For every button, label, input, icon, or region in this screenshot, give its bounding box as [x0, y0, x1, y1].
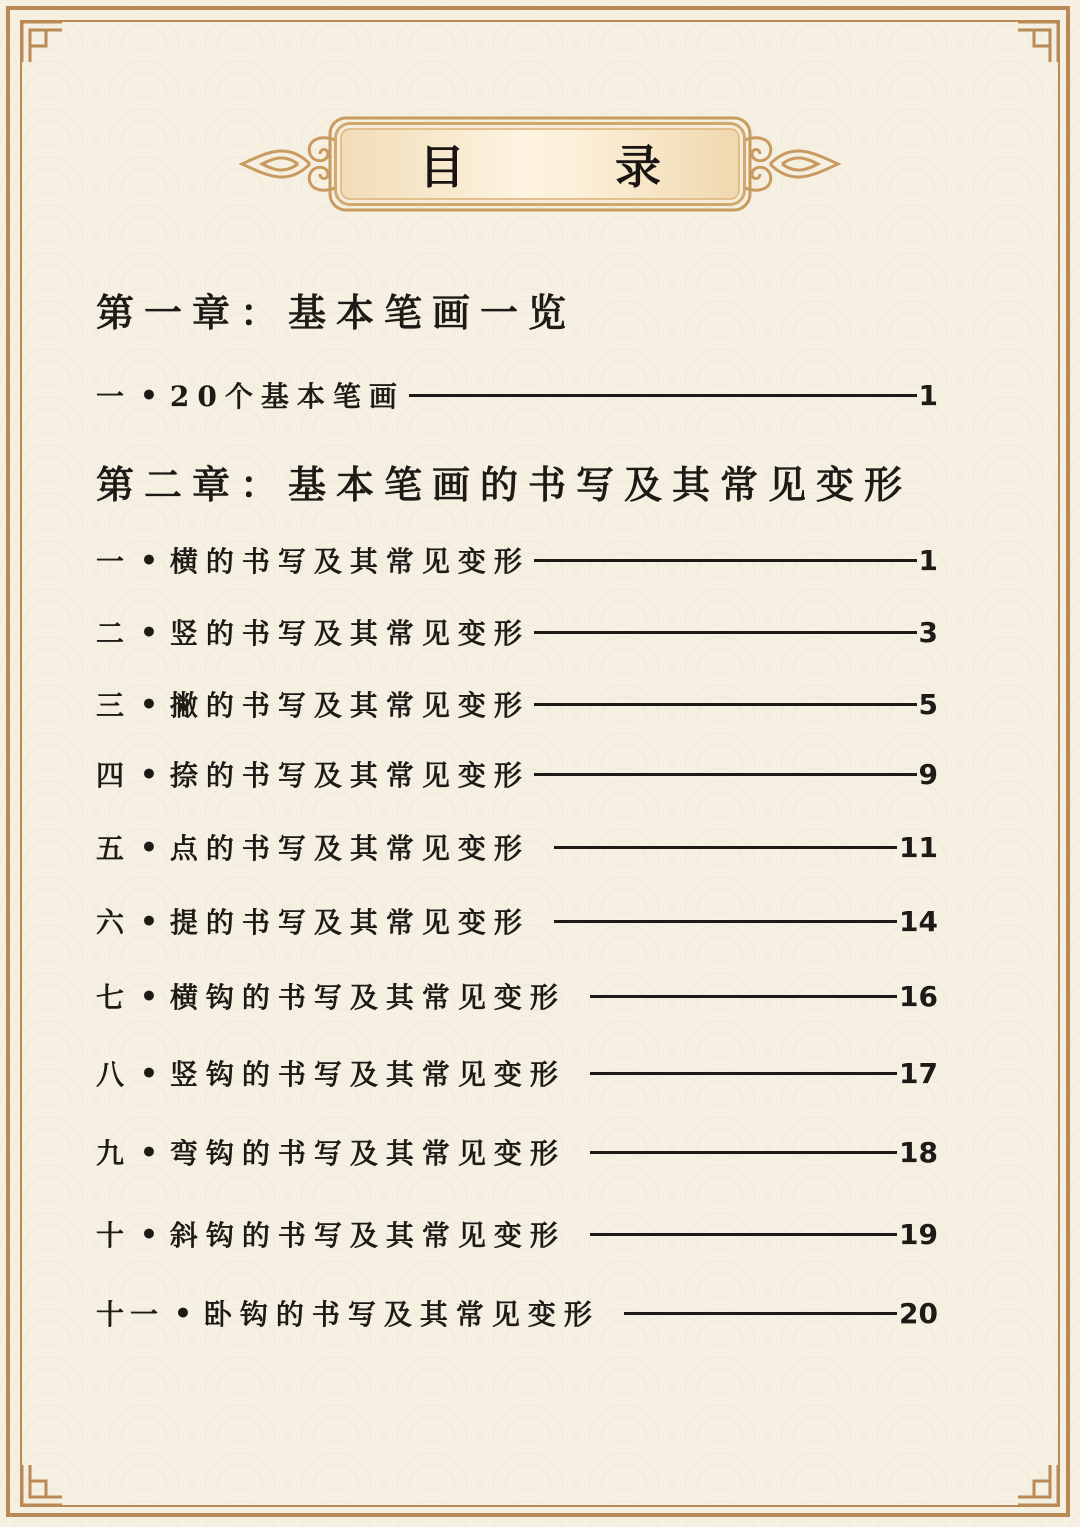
corner-ornament-icon: [1014, 1461, 1062, 1509]
dot-leader: [554, 846, 897, 849]
corner-ornament-icon: [18, 18, 66, 66]
dot-leader: [554, 920, 897, 923]
corner-ornament-icon: [1014, 18, 1062, 66]
toc-entry[interactable]: 一 • 20个基本笔画 1: [96, 378, 938, 413]
title-plaque: [340, 128, 740, 200]
toc-entry[interactable]: 九 • 弯钩的书写及其常见变形 18: [96, 1135, 938, 1170]
page-title: 目 录: [419, 140, 713, 194]
dot-leader: [590, 1151, 897, 1154]
toc-entry[interactable]: 一 • 横的书写及其常见变形 1: [96, 543, 938, 578]
toc-entry[interactable]: 二 • 竖的书写及其常见变形 3: [96, 615, 938, 650]
dot-leader: [590, 1233, 897, 1236]
dot-leader: [534, 631, 917, 634]
dot-leader: [534, 773, 917, 776]
title-banner: [238, 112, 842, 216]
chapter-heading: 第二章：基本笔画的书写及其常见变形: [96, 462, 913, 507]
dot-leader: [624, 1312, 897, 1315]
toc-entry[interactable]: 五 • 点的书写及其常见变形 11: [96, 830, 938, 865]
dot-leader: [409, 394, 917, 397]
dot-leader: [590, 1072, 897, 1075]
dot-leader: [534, 703, 917, 706]
dot-leader: [590, 995, 897, 998]
chapter-heading: 第一章：基本笔画一览: [96, 290, 577, 335]
toc-entry[interactable]: 七 • 横钩的书写及其常见变形 16: [96, 979, 938, 1014]
toc-entry[interactable]: 四 • 捺的书写及其常见变形 9: [96, 757, 938, 792]
dot-leader: [534, 559, 917, 562]
toc-entry[interactable]: 十一 • 卧钩的书写及其常见变形 20: [96, 1296, 938, 1331]
toc-entry[interactable]: 十 • 斜钩的书写及其常见变形 19: [96, 1217, 938, 1252]
toc-entry[interactable]: 八 • 竖钩的书写及其常见变形 17: [96, 1056, 938, 1091]
toc-entry[interactable]: 三 • 撇的书写及其常见变形 5: [96, 687, 938, 722]
toc-entry[interactable]: 六 • 提的书写及其常见变形 14: [96, 904, 938, 939]
corner-ornament-icon: [18, 1461, 66, 1509]
